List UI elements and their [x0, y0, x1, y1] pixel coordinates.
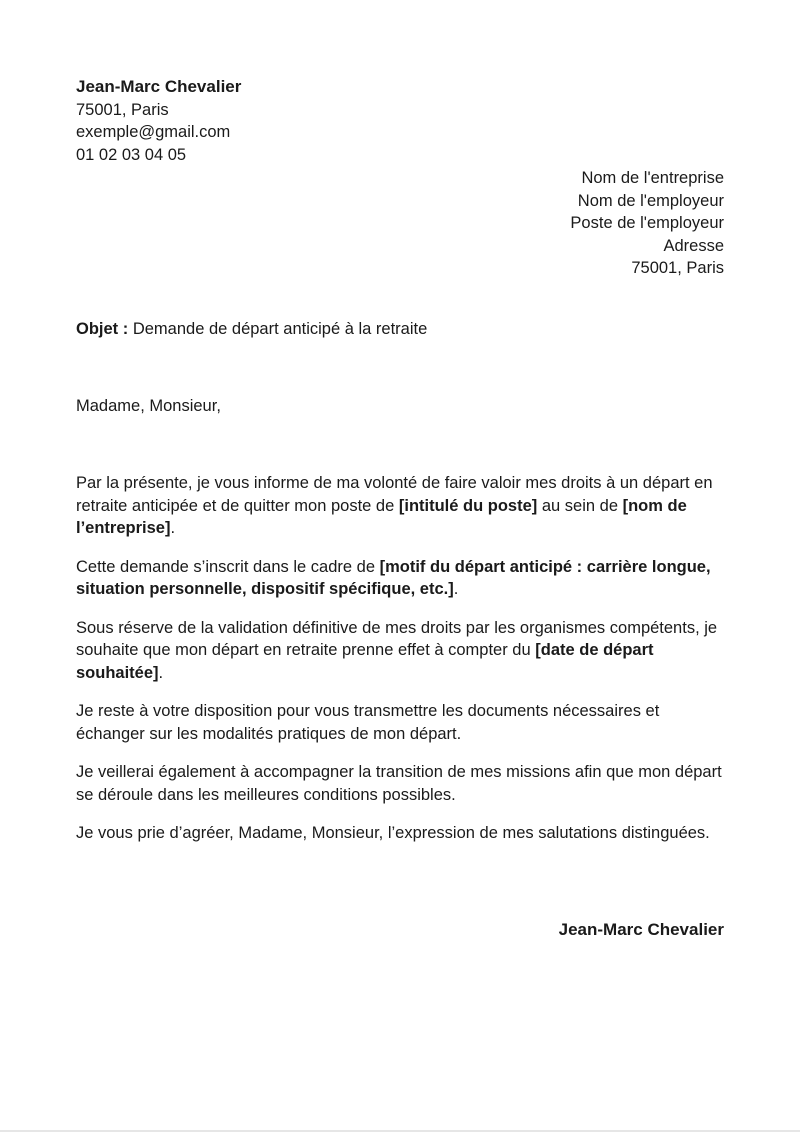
paragraph-1-text-a: Par la présente, je vous informe de ma volonté de faire valoir mes droits à un départ en retraite anticipée et de quitter mon poste de	[76, 474, 713, 515]
signature: Jean-Marc Chevalier	[558, 920, 724, 939]
paragraph-6: Je vous prie d’agréer, Madame, Monsieur, l’expression de mes salutations distinguées.	[76, 824, 710, 842]
paragraph-1-text-d: .	[170, 519, 176, 537]
sender-phone: 01 02 03 04 05	[76, 145, 187, 164]
subject-text: Demande de départ anticipé à la retraite	[128, 320, 428, 338]
greeting: Madame, Monsieur,	[76, 397, 221, 415]
sender-block	[76, 76, 241, 166]
placeholder-departure-date: [date de départ souhaitée]	[76, 641, 654, 682]
paragraph-3-text-a: Sous réserve de la validation définitive de mes droits par les organismes compétents, je souhaite que mon départ en retraite prenne effet à compter du	[76, 618, 718, 659]
recipient-employer: Nom de l'employeur	[577, 191, 724, 210]
sender-city: 75001, Paris	[76, 100, 169, 119]
paragraph-2	[76, 556, 726, 601]
recipient-company: Nom de l'entreprise	[581, 169, 724, 187]
placeholder-company-name: [nom de l’entreprise]	[76, 496, 687, 537]
paragraph-3-text-c: .	[158, 663, 164, 682]
sender-email: exemple@gmail.com	[76, 123, 231, 141]
paragraph-2-text-c: .	[453, 580, 459, 598]
letter-body	[76, 472, 726, 861]
sender-name: Jean-Marc Chevalier	[76, 77, 242, 96]
subject-line	[76, 318, 427, 341]
recipient-position: Poste de l'employeur	[570, 214, 724, 232]
subject-label: Objet :	[76, 320, 129, 338]
paragraph-1	[76, 472, 726, 540]
paragraph-5: Je veillerai également à accompagner la transition de mes missions afin que mon départ se déroule dans les meilleures conditions possibles.	[76, 763, 722, 804]
recipient-block	[570, 167, 724, 280]
placeholder-job-title: [intitulé du poste]	[398, 496, 538, 515]
paragraph-4: Je reste à votre disposition pour vous transmettre les documents nécessaires et échanger sur les modalités pratiques de mon départ.	[76, 702, 660, 743]
paragraph-3	[76, 617, 726, 685]
paragraph-1-text-c: au sein de	[537, 496, 623, 515]
paragraph-2-text-a: Cette demande s’inscrit dans le cadre de	[76, 557, 380, 576]
recipient-city: 75001, Paris	[631, 259, 724, 277]
placeholder-early-retirement-reason: [motif du départ anticipé : carrière longue, situation personnelle, dispositif spécifique, etc.]	[76, 557, 711, 598]
recipient-address: Adresse	[663, 236, 724, 255]
